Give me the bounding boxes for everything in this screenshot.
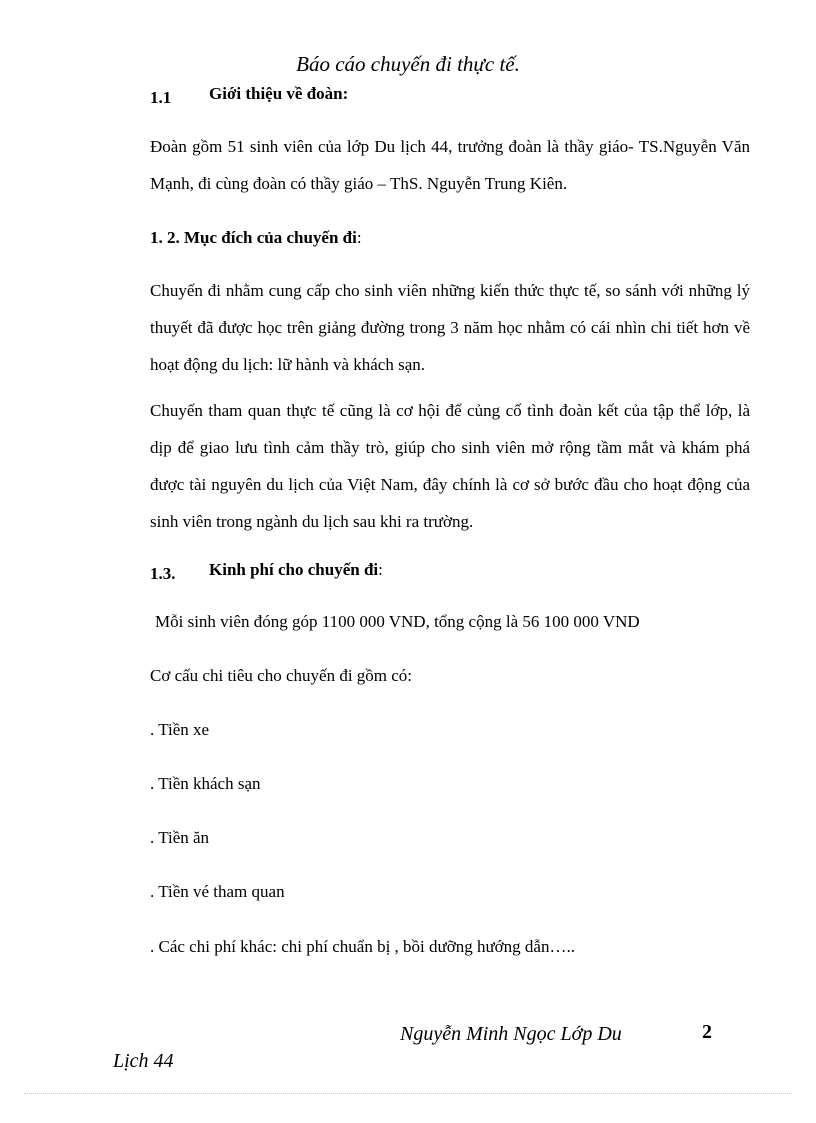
- section-3-title-colon: :: [378, 560, 383, 579]
- footer-author-line-1: Nguyễn Minh Ngọc Lớp Du: [400, 1023, 622, 1045]
- section-3-heading: [209, 560, 383, 580]
- section-3-number: 1.3.: [150, 564, 176, 583]
- section-1-title: Giới thiệu về đoàn:: [209, 84, 349, 103]
- section-2-paragraph-2: Chuyến tham quan thực tế cũng là cơ hội để củng cố tình đoàn kết của tập thể lớp, là dịp để giao lưu tình cảm thầy trò, giúp cho sinh viên mở rộng tầm mắt và khám phá được tài nguyên du lịch của Việt Nam, đây chính là cơ sở bước đầu cho hoạt động của sinh viên trong ngành du lịch sau khi ra trường.: [150, 401, 750, 531]
- expense-item: . Tiền xe: [150, 720, 210, 739]
- structure-intro: Cơ cấu chi tiêu cho chuyến đi gồm có:: [150, 666, 413, 685]
- expense-item: . Các chi phí khác: chi phí chuẩn bị , bồi dưỡng hướng dẫn…..: [150, 937, 575, 956]
- section-2-paragraph-1: Chuyến đi nhằm cung cấp cho sinh viên những kiến thức thực tế, so sánh với những lý thuyết đã được học trên giảng đường trong 3 năm học nhằm có cái nhìn chi tiết hơn về hoạt động du lịch: lữ hành và khách sạn.: [150, 281, 750, 374]
- section-1-paragraph: Đoàn gồm 51 sinh viên của lớp Du lịch 44, trưởng đoàn là thầy giáo- TS.Nguyễn Văn Mạnh, đi cùng đoàn có thầy giáo – ThS. Nguyễn Trung Kiên.: [150, 137, 750, 193]
- section-3-title: Kinh phí cho chuyến đi: [209, 560, 379, 579]
- expense-item: . Tiền vé tham quan: [150, 882, 285, 901]
- contribution-line: Mỗi sinh viên đóng góp 1100 000 VND, tổng cộng là 56 100 000 VND: [155, 612, 640, 631]
- section-2-heading-text: 1. 2. Mục đích của chuyến đi: [150, 228, 357, 247]
- section-1-number: 1.1: [150, 88, 172, 107]
- section-2-heading: [150, 228, 362, 248]
- page-number: 2: [702, 1021, 712, 1043]
- page-bottom-rule: [24, 1093, 792, 1094]
- expense-item: . Tiền ăn: [150, 828, 210, 847]
- page-header-title: Báo cáo chuyến đi thực tế.: [296, 52, 520, 76]
- footer-author-line-2: Lịch 44: [113, 1050, 174, 1072]
- expense-item: . Tiền khách sạn: [150, 774, 261, 793]
- section-2-heading-colon: :: [356, 228, 362, 247]
